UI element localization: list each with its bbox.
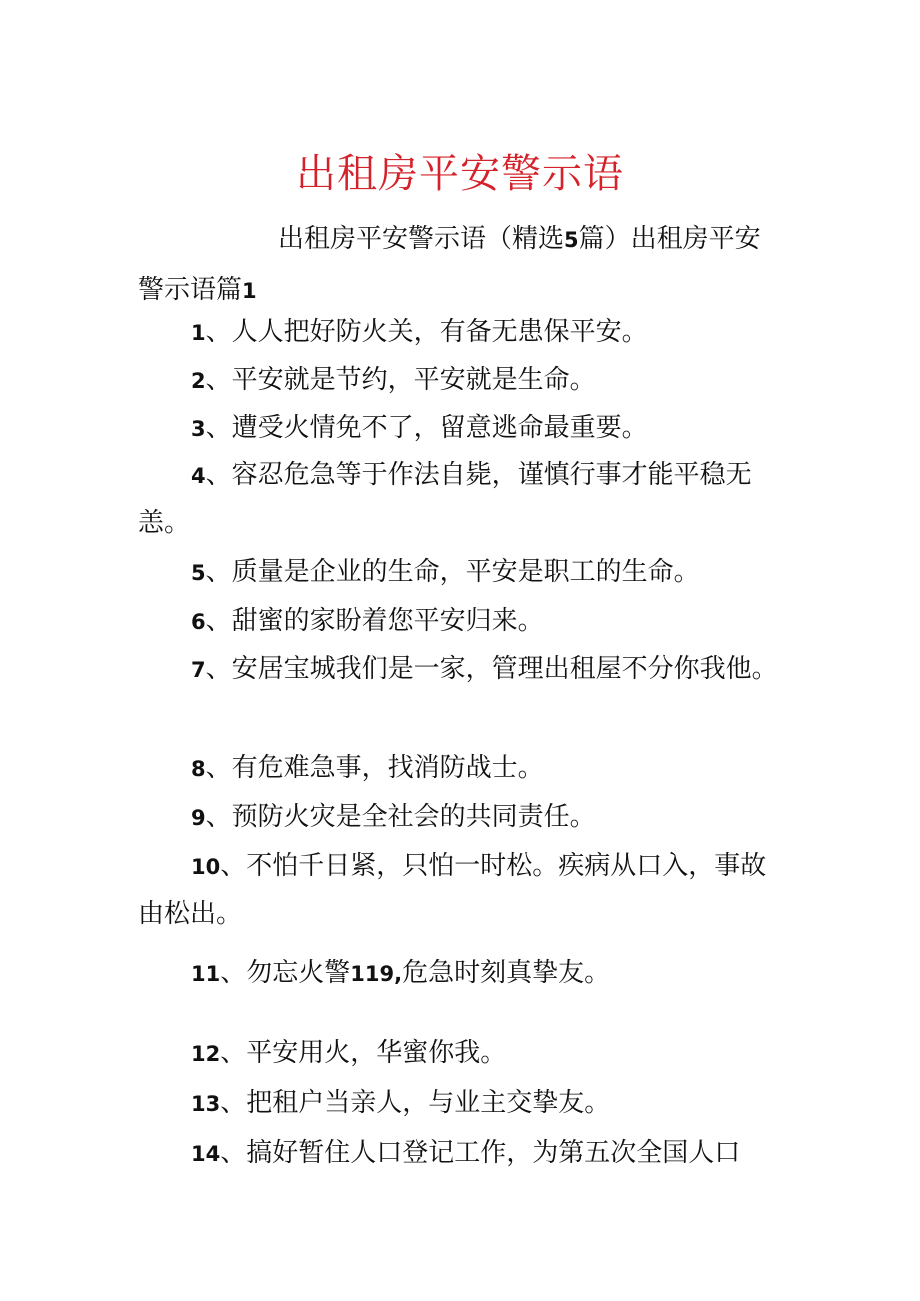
item-text: 、容忍危急等于作法自毙，谨慎行事才能平稳无恙。 (138, 460, 752, 538)
list-item (138, 309, 778, 357)
list-item (138, 646, 778, 694)
intro-bold-count: 5 (564, 228, 579, 252)
item-text-before: 、勿忘火警 (220, 958, 351, 988)
list-item (138, 1130, 778, 1178)
list-item (138, 357, 778, 405)
item-number: 10 (191, 855, 221, 879)
list-item (138, 598, 778, 646)
list-item (138, 405, 778, 453)
item-number: 8 (191, 757, 206, 781)
item-text: 、安居宝城我们是一家，管理出租屋不分你我他。 (205, 654, 778, 684)
list-item (138, 549, 778, 597)
list-item (138, 1030, 778, 1078)
item-number: 7 (191, 658, 206, 682)
fire-alarm-number: 119, (350, 962, 403, 986)
item-text: 、质量是企业的生命，平安是职工的生命。 (205, 557, 700, 587)
list-item (138, 745, 778, 793)
intro-text-2: 篇）出租房平安警示语篇 (138, 224, 761, 305)
item-number: 2 (191, 369, 206, 393)
intro-bold-chapter: 1 (242, 279, 257, 303)
intro-paragraph (138, 214, 778, 316)
item-number: 9 (191, 806, 206, 830)
item-text: 、甜蜜的家盼着您平安归来。 (205, 606, 544, 636)
document-title: 出租房平安警示语 (296, 151, 624, 197)
item-text: 、平安用火，华蜜你我。 (220, 1038, 507, 1068)
list-item (138, 843, 778, 938)
list-item (138, 1080, 778, 1128)
item-number: 12 (191, 1042, 221, 1066)
item-number: 11 (191, 962, 221, 986)
list-item (138, 452, 778, 547)
item-number: 1 (191, 321, 206, 345)
item-text: 、不怕千日紧，只怕一时松。疾病从口入，事故由松出。 (138, 851, 767, 929)
intro-text-1: 出租房平安警示语（精选 (278, 224, 565, 254)
item-text: 、预防火灾是全社会的共同责任。 (205, 802, 596, 832)
item-text: 、把租户当亲人，与业主交挚友。 (220, 1088, 611, 1118)
item-text: 、人人把好防火关，有备无患保平安。 (205, 317, 648, 347)
item-text-after: 危急时刻真挚友。 (402, 958, 611, 988)
item-number: 4 (191, 464, 206, 488)
item-text: 、有危难急事，找消防战士。 (205, 753, 544, 783)
item-text: 、平安就是节约，平安就是生命。 (205, 365, 596, 395)
item-number: 5 (191, 561, 206, 585)
item-number: 13 (191, 1092, 221, 1116)
item-text: 、遭受火情免不了，留意逃命最重要。 (205, 413, 648, 443)
list-item (138, 794, 778, 842)
item-number: 3 (191, 417, 206, 441)
item-number: 14 (191, 1142, 221, 1166)
item-text: 、搞好暂住人口登记工作，为第五次全国人口 (220, 1138, 741, 1168)
item-number: 6 (191, 610, 206, 634)
list-item (138, 950, 778, 998)
